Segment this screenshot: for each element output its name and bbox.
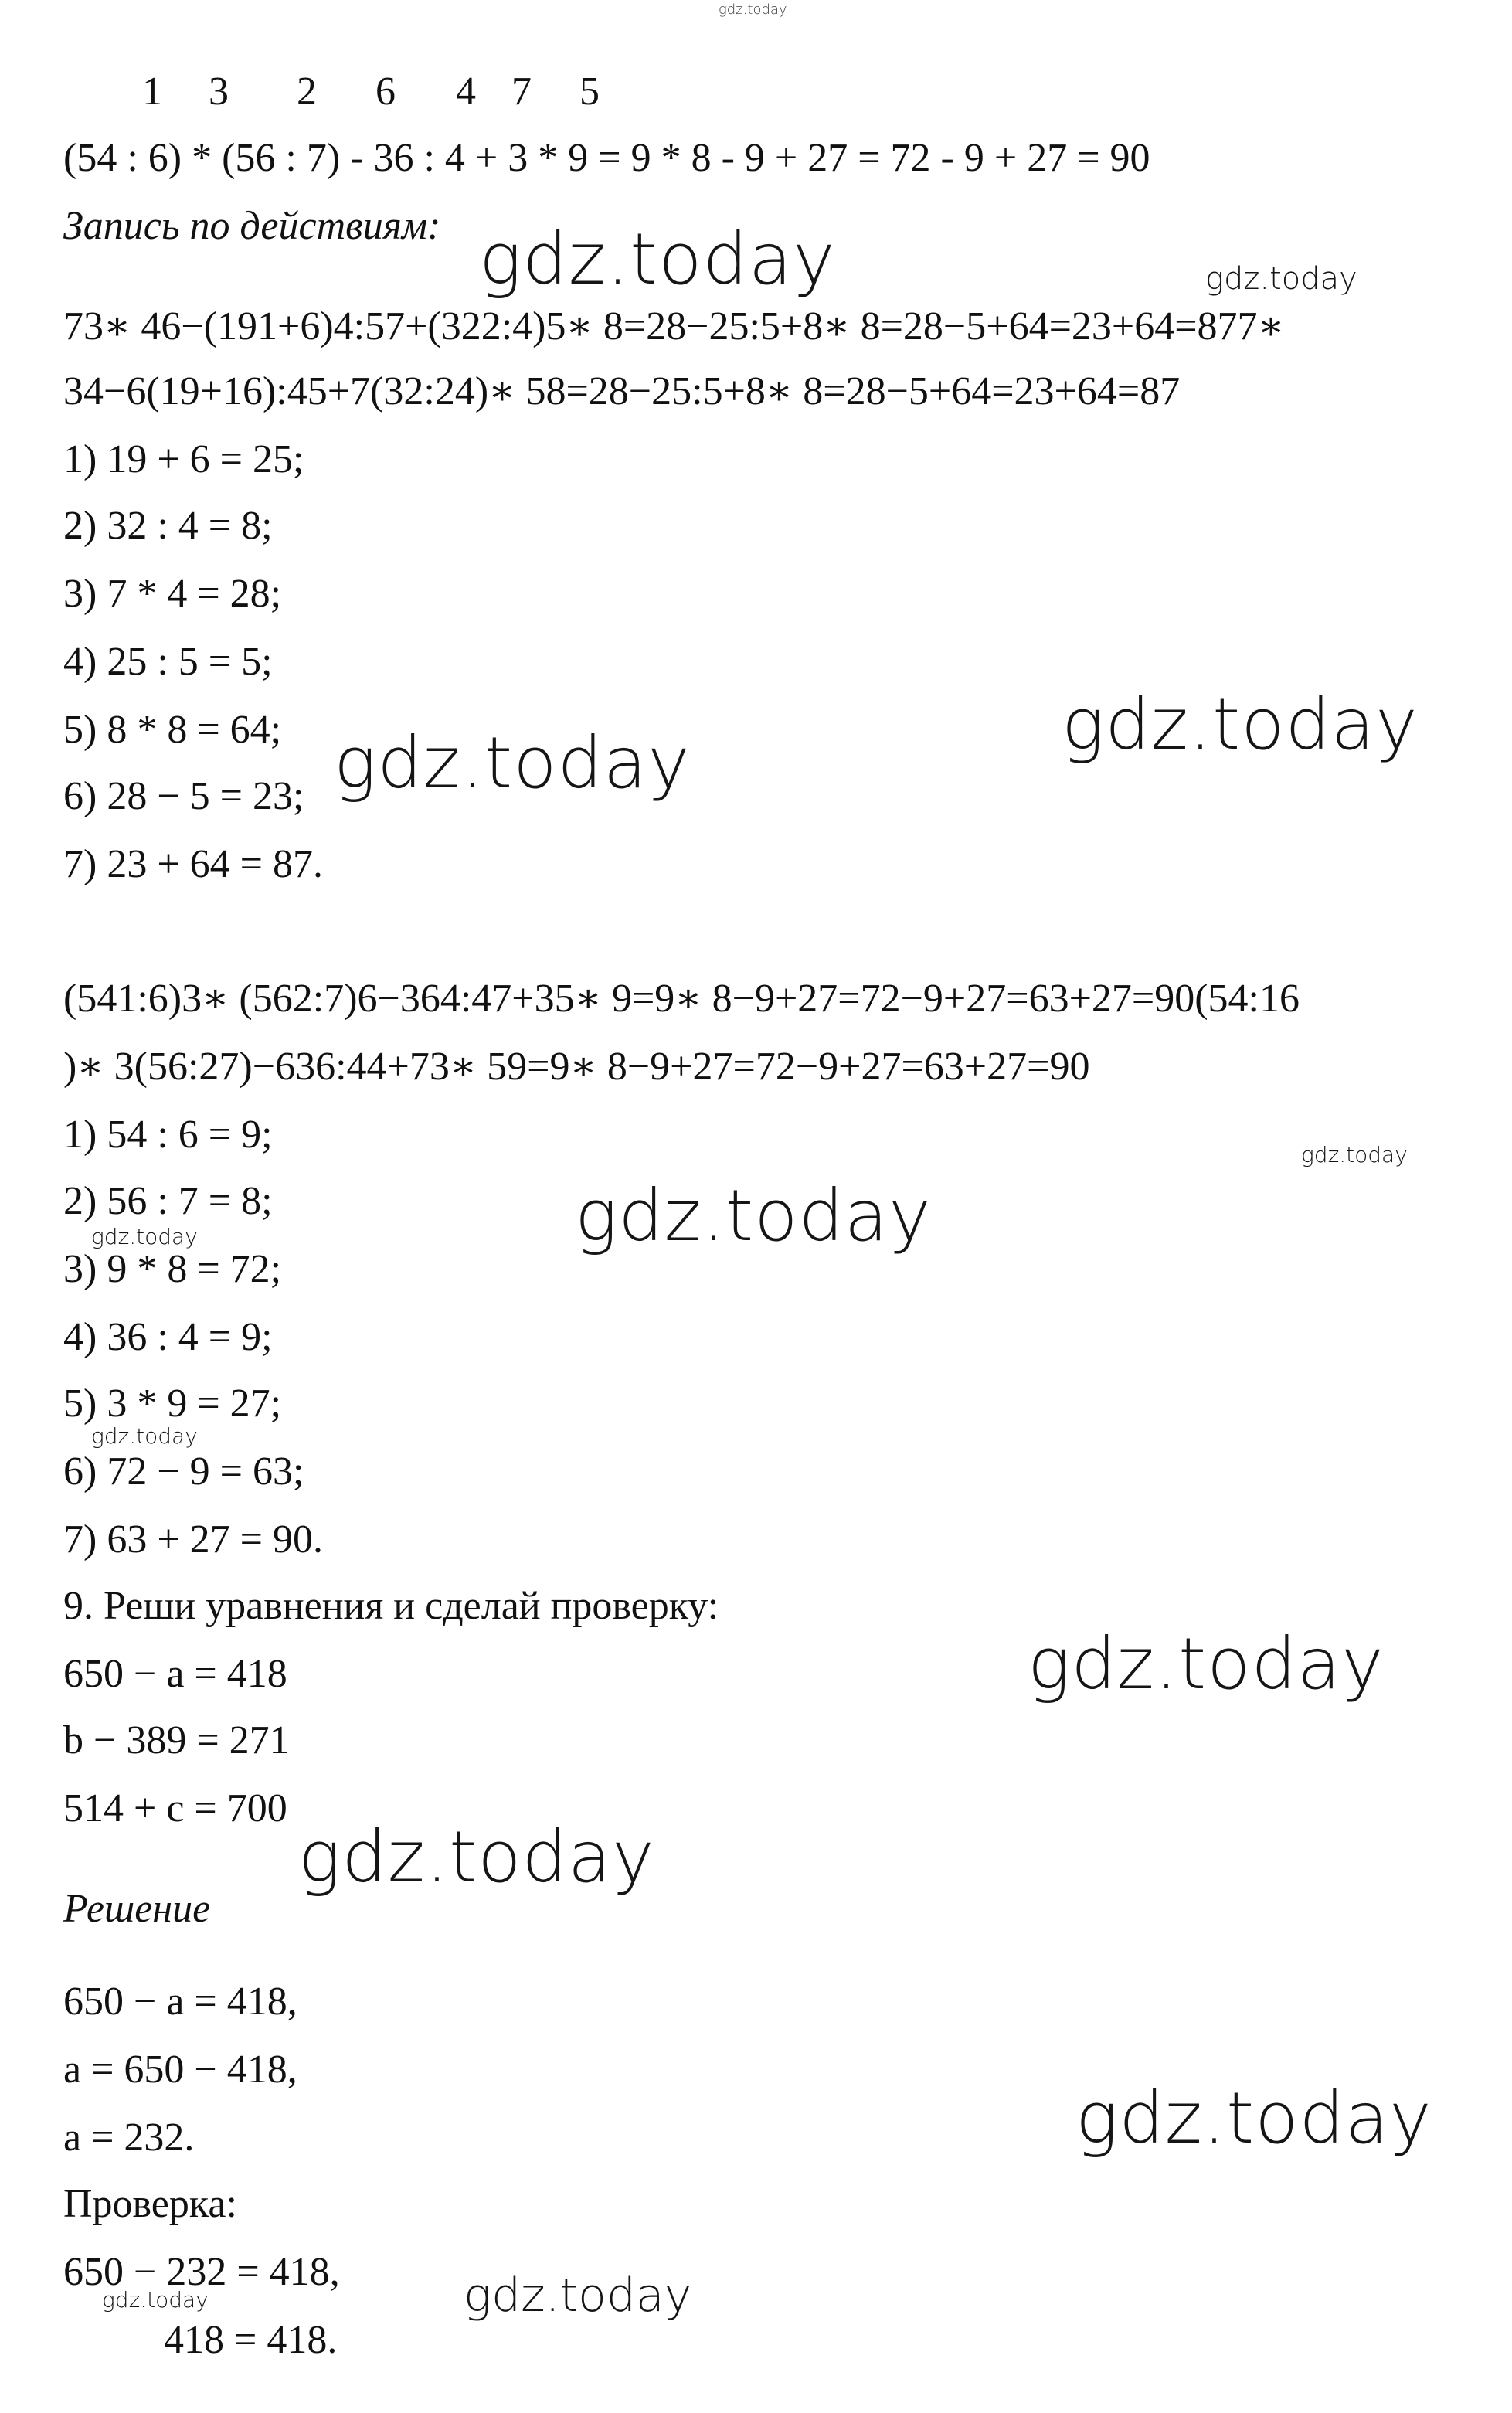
step-line: 3) 9 * 8 = 72; (63, 1247, 282, 1291)
watermark: gdz.today (1062, 683, 1419, 766)
expression-line: )∗ 3(56:27)−636:44+73∗ 59=9∗ 8−9+27=72−9+27=63+27=90 (63, 1045, 1090, 1089)
solution-line: a = 650 − 418, (63, 2048, 297, 2092)
check-line: 650 − 232 = 418, (63, 2250, 340, 2294)
step-line: 5) 8 * 8 = 64; (63, 708, 282, 752)
step-line: 2) 56 : 7 = 8; (63, 1179, 273, 1223)
task-title: 9. Реши уравнения и сделай проверку: (63, 1584, 719, 1628)
check-line: 418 = 418. (164, 2318, 338, 2362)
watermark: gdz.today (1205, 261, 1357, 297)
main-expression: (54 : 6) * (56 : 7) - 36 : 4 + 3 * 9 = 9 * 8 - 9 + 27 = 72 - 9 + 27 = 90 (63, 136, 1150, 180)
expression-line: (541:6)3∗ (562:7)6−364:47+35∗ 9=9∗ 8−9+27=72−9+27=63+27=90(54:16 (63, 977, 1300, 1021)
step-line: 7) 63 + 27 = 90. (63, 1517, 323, 1562)
order-number: 6 (375, 70, 396, 114)
step-line: 5) 3 * 9 = 27; (63, 1382, 282, 1426)
solution-heading: Решение (63, 1887, 211, 1931)
expression-line: 34−6(19+16):45+7(32:24)∗ 58=28−25:5+8∗ 8=28−5+64=23+64=87 (63, 369, 1181, 413)
equation: b − 389 = 271 (63, 1718, 290, 1762)
equation: 650 − a = 418 (63, 1652, 287, 1696)
order-number: 1 (142, 70, 162, 114)
watermark: gdz.today (91, 1423, 198, 1449)
section-heading: Запись по действиям: (63, 204, 441, 248)
watermark: gdz.today (91, 1224, 198, 1249)
step-line: 7) 23 + 64 = 87. (63, 842, 323, 886)
watermark: gdz.today (719, 2, 787, 18)
watermark: gdz.today (575, 1174, 932, 1257)
order-number: 7 (511, 70, 532, 114)
step-line: 4) 25 : 5 = 5; (63, 640, 273, 684)
watermark: gdz.today (1301, 1142, 1408, 1167)
order-number: 3 (209, 70, 229, 114)
order-number: 4 (456, 70, 476, 114)
step-line: 1) 19 + 6 = 25; (63, 437, 304, 481)
watermark: gdz.today (1028, 1623, 1385, 1705)
watermark: gdz.today (298, 1816, 655, 1898)
solution-line: 650 − a = 418, (63, 1980, 297, 2024)
expression-line: 73∗ 46−(191+6)4:57+(322:4)5∗ 8=28−25:5+8∗ 8=28−5+64=23+64=877∗ (63, 304, 1285, 348)
step-line: 4) 36 : 4 = 9; (63, 1315, 273, 1359)
step-line: 6) 28 − 5 = 23; (63, 774, 304, 818)
watermark: gdz.today (334, 722, 691, 804)
order-number: 2 (297, 70, 317, 114)
step-line: 1) 54 : 6 = 9; (63, 1113, 273, 1157)
solution-line: a = 232. (63, 2116, 195, 2160)
step-line: 2) 32 : 4 = 8; (63, 504, 273, 548)
watermark: gdz.today (464, 2269, 692, 2323)
order-number: 5 (579, 70, 600, 114)
step-line: 6) 72 − 9 = 63; (63, 1449, 304, 1494)
equation: 514 + c = 700 (63, 1786, 287, 1830)
check-heading: Проверка: (63, 2182, 237, 2226)
watermark: gdz.today (102, 2287, 209, 2313)
step-line: 3) 7 * 4 = 28; (63, 572, 282, 616)
watermark: gdz.today (1075, 2077, 1432, 2160)
watermark: gdz.today (479, 218, 836, 301)
